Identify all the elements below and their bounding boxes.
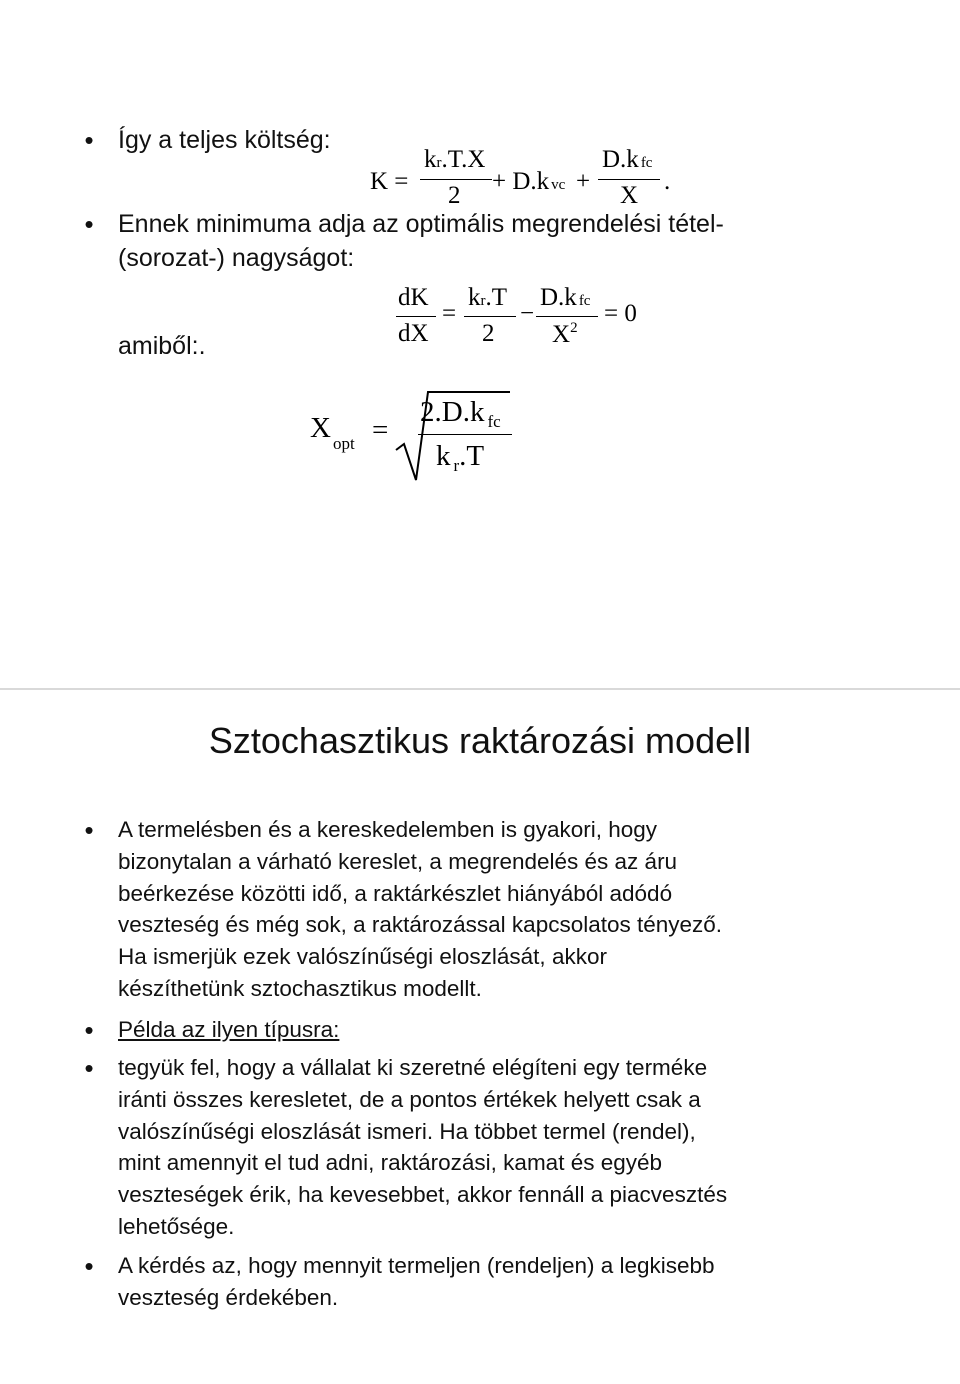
- formula2-den2: $X^2$: [552, 320, 578, 348]
- formula2-den1: 2: [482, 320, 495, 347]
- formula2-eq-zero: = 0: [604, 300, 637, 327]
- bullet-text: Így a teljes költség:: [118, 126, 331, 154]
- bullet-text: A termelésben és a kereskedelemben is gyakori, hogy bizonytalan a várható kereslet, a megrendelés és az áru beérkezése közötti idő, a raktárkészlet hiányából adódó veszteség és még sok, a raktározással kapcsolatos tényező. Ha ismerjük ezek valószínűségi eloszlását, akkor készíthetünk sztochasztikus modellt.: [118, 817, 723, 1001]
- bullet-dot: •: [84, 1251, 94, 1281]
- amibol-label: amiből:.: [118, 332, 206, 360]
- formula2-frac2-line: [536, 316, 598, 317]
- formula2-dx: dX: [398, 320, 429, 347]
- formula2-frac1-line: [464, 316, 516, 317]
- bullet-text: Ennek minimuma adja az optimális megrendelési tétel-: [118, 210, 724, 238]
- formula2-minus: −: [520, 300, 535, 327]
- bullet-text: Példa az ilyen típusra:: [118, 1017, 340, 1042]
- bullet-text: tegyük fel, hogy a vállalat ki szeretné elégíteni egy terméke iránti összes keresletet, de a pontos értékek helyett csak a valószínűségi eloszlását ismeri. Ha többet termel (rendel), mint amennyit el tud adni, raktározási, kamat és egyéb veszteségek érik, ha kevesebbet, akkor fennáll a piacvesztés lehetősége.: [118, 1055, 728, 1239]
- bullet-text: (sorozat-) nagyságot:: [118, 244, 355, 272]
- formula3-num: 2.D.k $_{fc}$: [420, 396, 501, 431]
- formula3-den: k $_r$.T: [436, 440, 485, 475]
- formula2-dk: dK: [398, 284, 429, 311]
- formula1-dot: .: [664, 168, 671, 195]
- formula1-lhs: K =: [370, 168, 409, 195]
- formula2-eq: =: [442, 300, 457, 327]
- formula1-num1: kr.T.X: [424, 146, 486, 173]
- formula1-frac1-line: [420, 179, 492, 180]
- formula2-num2: D.k fc: [540, 284, 591, 311]
- bullet-dot: •: [84, 125, 94, 155]
- formula3-x: X $_{opt}$: [310, 412, 355, 453]
- slide-1: [0, 0, 960, 688]
- bullet-dot: •: [84, 1053, 94, 1083]
- formula1-dk: + D.k vc: [492, 168, 566, 195]
- bullet-text: A kérdés az, hogy mennyit termeljen (rendeljen) a legkisebb veszteség érdekében.: [118, 1253, 715, 1310]
- formula1-den2: X: [620, 182, 639, 209]
- formula3-frac-line: [418, 434, 512, 435]
- formula3-eq: =: [372, 414, 389, 446]
- bullet-dot: •: [84, 1015, 94, 1045]
- formula1-den1: 2: [448, 182, 461, 209]
- bullet-dot: •: [84, 815, 94, 845]
- formula1-num2: D.k fc: [602, 146, 653, 173]
- bullet-dot: •: [84, 209, 94, 239]
- formula1-plus: +: [576, 168, 591, 195]
- formula2-num1: kr.T: [468, 284, 508, 311]
- slide-2: [0, 690, 960, 1384]
- slide-title: Sztochasztikus raktározási modell: [208, 720, 752, 761]
- formula2-frac0-line: [396, 316, 436, 317]
- formula1-frac2-line: [598, 179, 660, 180]
